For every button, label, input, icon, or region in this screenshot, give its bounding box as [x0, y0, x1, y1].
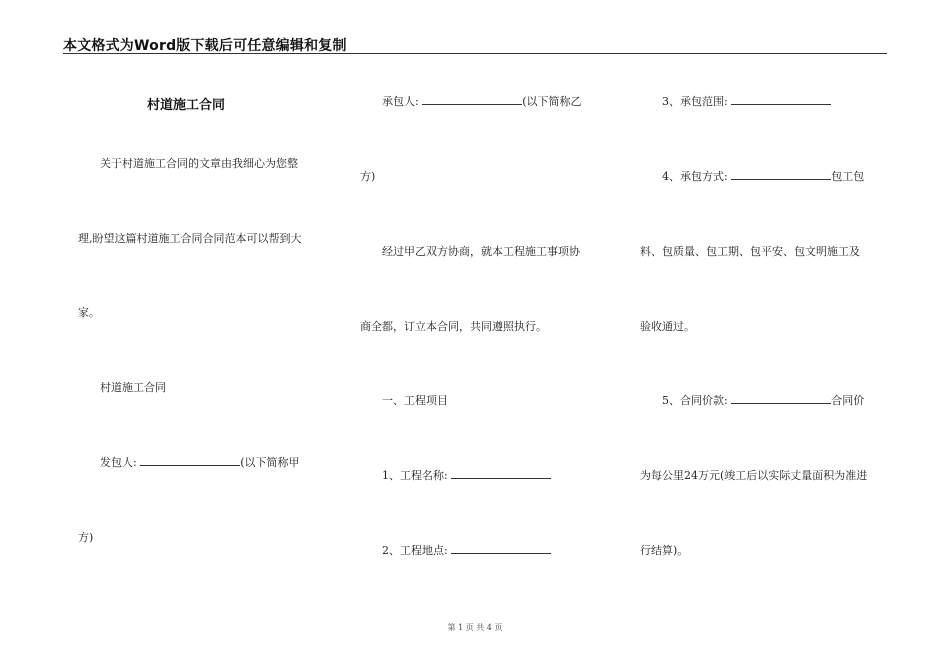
- col2-line-3: 经过甲乙双方协商，就本工程施工事项协: [382, 245, 580, 258]
- scope-blank: [731, 95, 831, 105]
- contract-price-blank: [731, 394, 831, 404]
- project-location-blank: [451, 544, 551, 554]
- contractor-label: 承包人:: [382, 95, 419, 108]
- col2-line-5: 一、工程项目: [382, 394, 448, 407]
- contractor-blank: [422, 95, 522, 105]
- page-header-title: 本文格式为Word版下载后可任意编辑和复制: [63, 38, 347, 54]
- col2-line-2: 方): [360, 170, 376, 183]
- col3-line-4: 验收通过。: [640, 320, 695, 333]
- employer-blank: [140, 456, 240, 466]
- col1-line-2: 理,盼望这篇村道施工合同合同范本可以帮到大: [78, 232, 302, 245]
- contract-mode-blank: [731, 170, 831, 180]
- contract-price-suffix: 合同价: [831, 394, 865, 407]
- employer-suffix: (以下简称甲: [240, 456, 300, 469]
- col2-line-4: 商全都，订立本合同，共同遵照执行。: [360, 320, 547, 333]
- contract-price-label: 5、合同价款:: [662, 394, 728, 407]
- col2-line-6: [382, 467, 551, 483]
- col1-line-3: 家。: [78, 306, 100, 319]
- col2-line-1: [382, 93, 582, 109]
- employer-label: 发包人:: [100, 456, 137, 469]
- contract-mode-suffix: 包工包: [831, 170, 865, 183]
- col3-line-7: 行结算)。: [640, 544, 689, 557]
- col3-line-6: 为每公里24万元(竣工后以实际丈量面积为准进: [640, 469, 868, 482]
- page-number-footer: 第 1 页 共 4 页: [447, 623, 503, 632]
- col3-line-1: [662, 93, 831, 109]
- header-divider: [63, 53, 887, 54]
- col1-line-4: 村道施工合同: [100, 381, 166, 394]
- col2-line-7: [382, 542, 551, 558]
- project-name-label: 1、工程名称:: [382, 469, 448, 482]
- contractor-suffix: (以下简称乙: [522, 95, 582, 108]
- project-location-label: 2、工程地点:: [382, 544, 448, 557]
- document-title: 村道施工合同: [147, 98, 226, 113]
- col1-line-6: 方): [78, 531, 94, 544]
- col3-line-5: [662, 392, 864, 408]
- col1-line-1: 关于村道施工合同的文章由我细心为您整: [100, 157, 298, 170]
- col3-line-3: 料、包质量、包工期、包平安、包文明施工及: [640, 245, 860, 258]
- scope-label: 3、承包范围:: [662, 95, 728, 108]
- project-name-blank: [451, 469, 551, 479]
- col3-line-2: [662, 168, 864, 184]
- contract-mode-label: 4、承包方式:: [662, 170, 728, 183]
- col1-line-5: [100, 454, 300, 470]
